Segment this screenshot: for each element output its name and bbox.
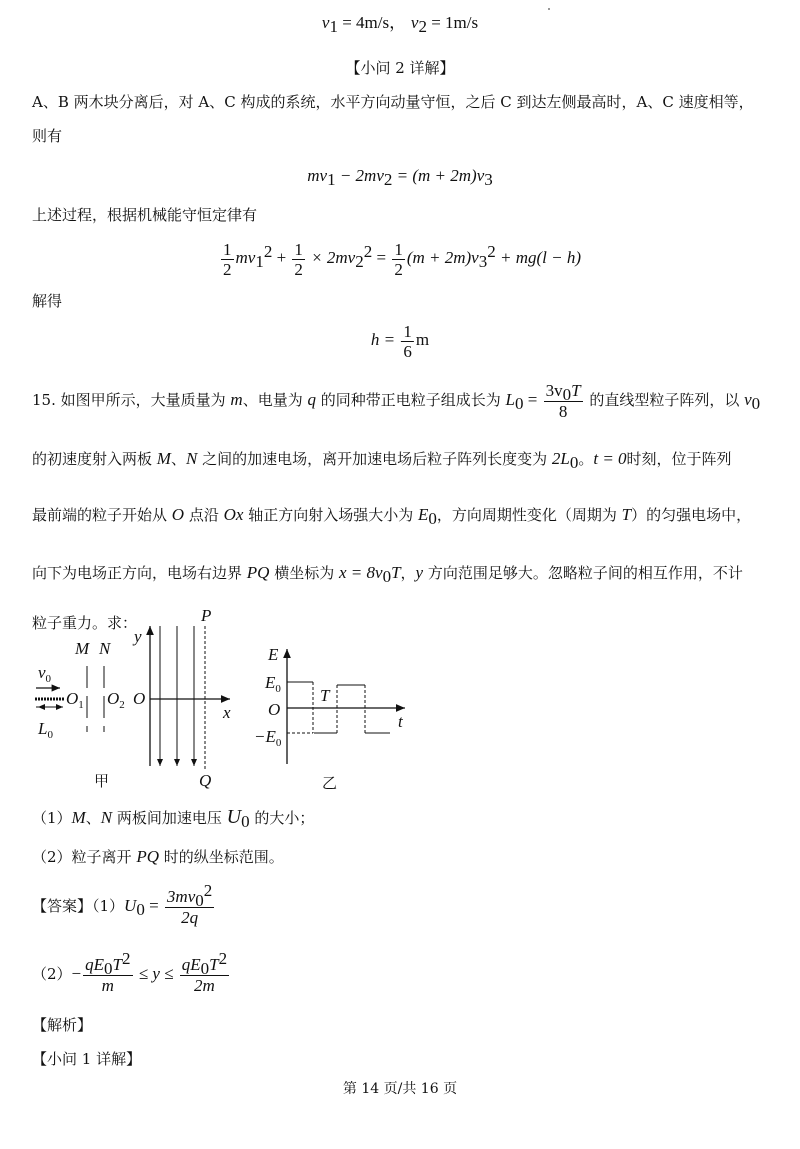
problem-line-5: 粒子重力。求： (32, 614, 138, 632)
analysis-label: 【解析】 (32, 1016, 93, 1034)
label-M: M (75, 639, 90, 658)
label-origin: O (268, 700, 281, 719)
answer-1: 【答案】$(1)U_0$ = $\frac{3mv_0^2}{2q}$ (32, 880, 213, 927)
caption-a: 甲 (94, 772, 110, 790)
label-v0: $v_0$ (38, 663, 52, 685)
paragraph: 上述过程，根据机械能守恒定律有 (32, 206, 258, 224)
equation-energy: $\frac{1}{2}$ $mv_1^2$ + $\frac{1}{2}$ × $2mv_2^2$ = $\frac{1}{2}$ $(m + 2m)v_3^2 + mg(l - h)$ (223, 239, 581, 279)
label-y: y (134, 627, 142, 646)
label-E: E (268, 645, 279, 664)
question-1: （1）M、N 两板间加速电压 $U_0$ 的大小； (32, 806, 315, 831)
label-L0: $L_0$ (38, 719, 53, 741)
label-T: T (320, 686, 330, 705)
speck (548, 8, 550, 10)
figure-a (35, 606, 231, 790)
label-O: O (133, 689, 146, 708)
problem-line-4: 向下为电场正方向，电场右边界 PQ 横坐标为 $x = 8v_0T$，y 方向范围足够大。忽略粒子间的相互作用，不计 (32, 563, 743, 586)
label-N: N (99, 639, 111, 658)
paragraph: A、B 两木块分离后，对 A、C 构成的系统，水平方向动量守恒，之后 C 到达左侧最高时，A、C 速度相等， (32, 93, 754, 111)
question-2: （2）粒子离开 PQ 时的纵坐标范围。 (32, 847, 284, 866)
label-Q: Q (199, 771, 212, 790)
answer-2: （2）− $\frac{qE_0T^2}{m} \le y$ ≤ $\frac{qE_0T^2}{2m}$ (32, 948, 228, 995)
caption-b: 乙 (322, 774, 338, 792)
label-neg-E0: $-E_0$ (254, 727, 282, 749)
label-E0: $E_0$ (265, 673, 281, 695)
label-P: P (201, 606, 212, 625)
equation-momentum: $mv_1 - 2mv_2 = (m + 2m)v_3$ (307, 166, 493, 189)
sub2-heading: 【小问 2 详解】 (345, 59, 455, 77)
paragraph: 解得 (32, 292, 63, 310)
label-t: t (398, 712, 403, 731)
problem-figure (30, 604, 430, 800)
paragraph: 则有 (32, 127, 63, 145)
label-O1: $O_1$ (66, 689, 84, 711)
sub1-heading: 【小问 1 详解】 (32, 1050, 142, 1068)
problem-line-3: 最前端的粒子开始从 O 点沿 Ox 轴正方向射入场强大小为 $E_0$，方向周期性变化（周期为 T）的匀强电场中， (32, 505, 752, 528)
page-footer: 第 14 页/共 16 页 (342, 1081, 458, 1097)
label-x: x (223, 703, 231, 722)
velocity-result: $v_1 = 4m/s$， $v_2 = 1m/s$ (321, 13, 479, 36)
figure-b (254, 645, 405, 792)
label-O2: $O_2$ (107, 689, 125, 711)
problem-line-1: 15. 如图甲所示，大量质量为 m、电量为 q 的同种带正电粒子组成长为 $L_0$ = $\frac{3v_0T}{8}$ 的直线型粒子阵列，以 $v_0$ (32, 381, 761, 421)
problem-line-2: 的初速度射入两板 M、N 之间的加速电场，离开加速电场后粒子阵列长度变为 $2L_0$。t = 0时刻，位于阵列 (32, 449, 732, 472)
equation-height: h = $\frac{1}{6}$ m (370, 321, 430, 361)
